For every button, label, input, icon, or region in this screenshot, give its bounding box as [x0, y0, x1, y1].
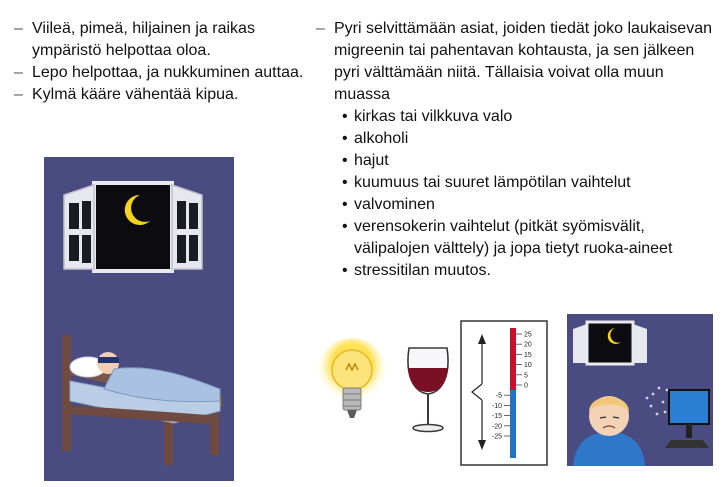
- trigger-item: • kirkas tai vilkkuva valo: [342, 106, 721, 128]
- bedroom-scene: [44, 157, 234, 481]
- trigger-advice: [316, 18, 721, 282]
- trigger-item: • stressitilan muutos.: [342, 260, 721, 282]
- trigger-item: • verensokerin vaihtelut (pitkät syömisvälit, välipalojen välttely) ja jopa tietyt ruoka-aineet: [342, 216, 721, 260]
- advice-intro: – Pyri selvittämään asiat, joiden tiedät joko laukaisevan migreenin tai pahentavan kohtausta, ja sen jälkeen pyri välttämään niitä. Tällaisia voivat olla muun muassa: [316, 18, 721, 106]
- night-window-icon: [573, 322, 647, 364]
- trigger-item: • hajut: [342, 150, 721, 172]
- computer-screen-scene: [567, 314, 713, 466]
- trigger-item: • kuumuus tai suuret lämpötilan vaihtelut: [342, 172, 721, 194]
- wine-glass-icon: [403, 344, 453, 436]
- scale-label: 20: [524, 341, 532, 349]
- scale-label: 25: [524, 331, 532, 339]
- trigger-item: • valvominen: [342, 194, 721, 216]
- scale-label: 10: [524, 362, 532, 370]
- scale-label: -10: [491, 402, 502, 410]
- scale-label: -25: [491, 433, 502, 441]
- light-bulb-icon: [316, 336, 388, 436]
- scale-label: 0: [524, 382, 528, 390]
- tip-item: – Kylmä kääre vähentää kipua.: [14, 84, 304, 106]
- tip-item: – Lepo helpottaa, ja nukkuminen auttaa.: [14, 62, 304, 84]
- open-window-icon: [64, 183, 202, 271]
- scale-label: -20: [491, 423, 502, 431]
- relief-tips: [14, 18, 304, 106]
- scale-label: 5: [524, 372, 528, 380]
- scale-label: -5: [495, 392, 502, 400]
- trigger-list: [316, 106, 721, 282]
- scale-label: -15: [491, 413, 502, 421]
- tip-item: – Viileä, pimeä, hiljainen ja raikas ympäristö helpottaa oloa.: [14, 18, 304, 62]
- trigger-item: • alkoholi: [342, 128, 721, 150]
- scale-label: 15: [524, 351, 532, 359]
- thermometer-icon: [460, 320, 548, 466]
